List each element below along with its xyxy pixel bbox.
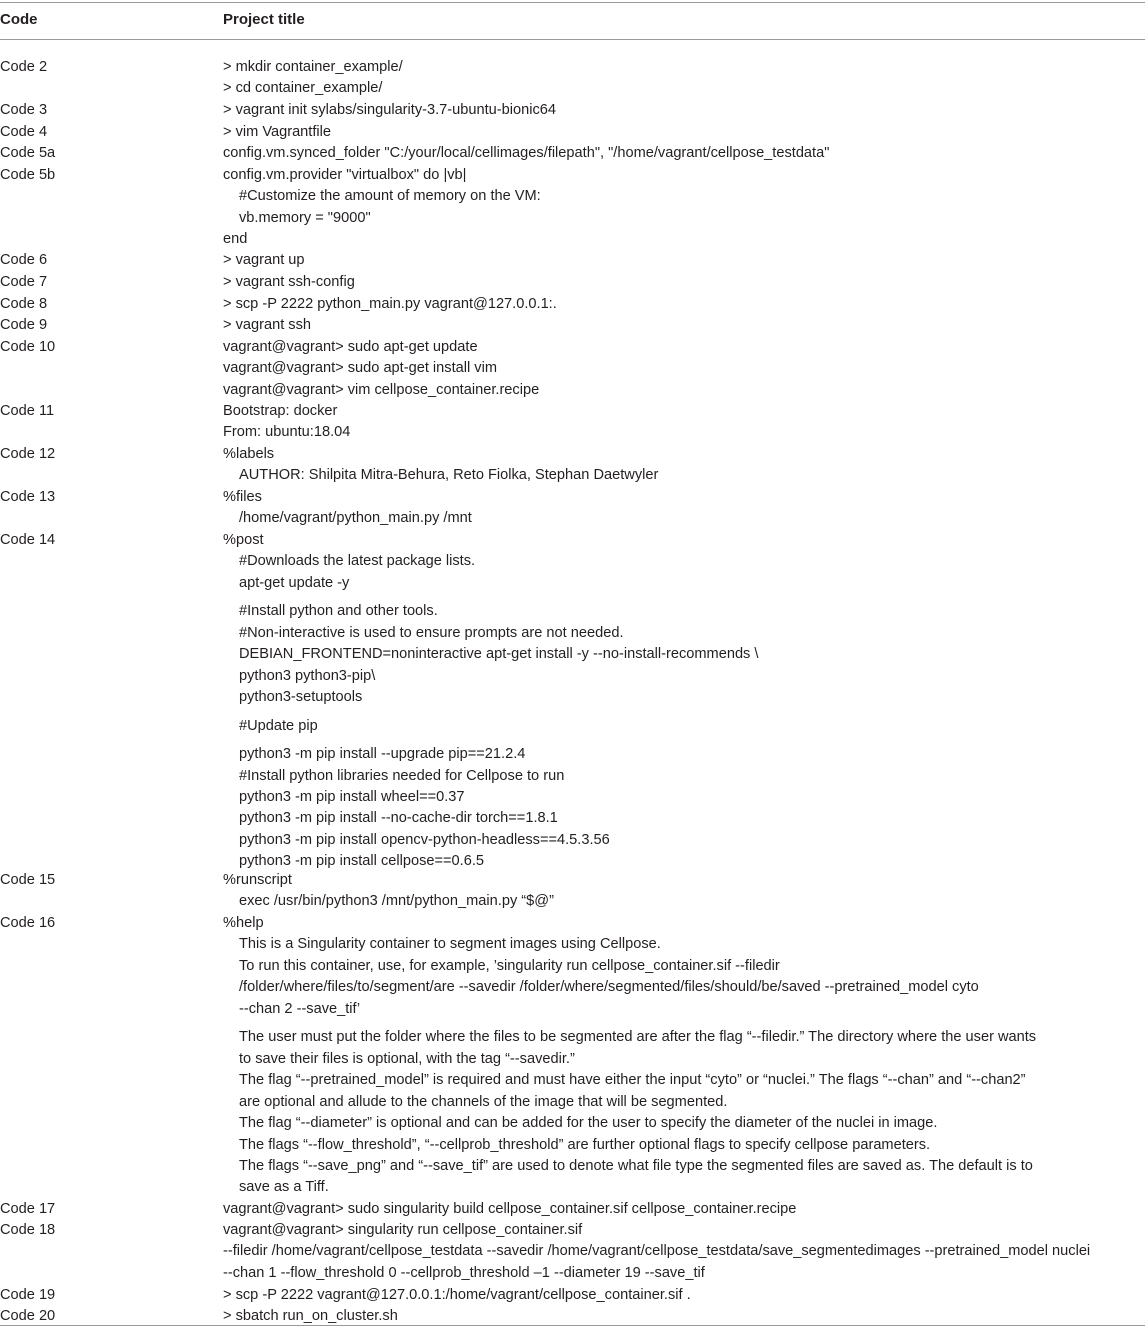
row-code-label: Code 19 [0,1287,56,1303]
code-line: > scp -P 2222 python_main.py vagrant@127.0.0.1:. [223,296,557,312]
row-code-label: Code 13 [0,489,56,505]
code-line: > vim Vagrantfile [223,124,332,140]
row-code-label: Code 7 [0,274,48,290]
code-line: --chan 2 --save_tif’ [239,1000,361,1017]
code-line: #Install python libraries needed for Cellpose to run [239,767,565,784]
code-line: Bootstrap: docker [223,403,338,419]
code-line: #Non-interactive is used to ensure prompts are not needed. [239,624,624,641]
code-line: The user must put the folder where the files to be segmented are after the flag “--filedir.” The directory where the user wants [239,1029,1037,1046]
code-line: AUTHOR: Shilpita Mitra-Behura, Reto Fiolka, Stephan Daetwyler [239,467,659,484]
code-line: vagrant@vagrant> sudo singularity build cellpose_container.sif cellpose_container.recipe [223,1201,797,1217]
code-line: vagrant@vagrant> sudo apt-get update [223,339,478,355]
code-line: python3 -m pip install wheel==0.37 [239,788,465,805]
code-line: This is a Singularity container to segment images using Cellpose. [239,936,661,953]
row-code-label: Code 5b [0,167,56,183]
code-line: %help [223,915,264,931]
code-line: > vagrant ssh-config [223,274,355,290]
code-line: python3-setuptools [239,689,363,706]
code-line: #Downloads the latest package lists. [239,553,476,570]
row-code-label: Code 11 [0,403,55,419]
header-code: Code [0,11,38,28]
header-project-title: Project title [223,11,305,28]
code-line: end [223,231,248,248]
code-line: %runscript [223,872,292,888]
code-line: config.vm.synced_folder "C:/your/local/cellimages/filepath", "/home/vagrant/cellpose_testdata" [223,145,830,161]
code-line: > cd container_example/ [223,80,383,97]
row-code-label: Code 5a [0,145,56,161]
row-code-label: Code 16 [0,915,56,931]
code-line: The flags “--save_png” and “--save_tif” are used to denote what file type the segmented files are saved as. The default is to [239,1157,1033,1174]
code-line: /home/vagrant/python_main.py /mnt [239,510,472,527]
code-line: to save their files is optional, with the tag “--savedir.” [239,1050,575,1067]
row-code-label: Code 3 [0,102,48,118]
code-line: config.vm.provider "virtualbox" do |vb| [223,167,467,183]
row-code-label: Code 10 [0,339,56,355]
code-line: --chan 1 --flow_threshold 0 --cellprob_threshold –1 --diameter 19 --save_tif [223,1264,705,1281]
code-line: From: ubuntu:18.04 [223,424,351,441]
code-line: exec /usr/bin/python3 /mnt/python_main.py “$@” [239,893,554,910]
code-line: #Customize the amount of memory on the VM: [239,188,541,205]
row-code-label: Code 20 [0,1308,56,1324]
table-bottom-rule [0,1325,1145,1326]
code-line: --filedir /home/vagrant/cellpose_testdata --savedir /home/vagrant/cellpose_testdata/save_segmentedimages --pretrained_model nuclei [223,1243,1091,1260]
row-code-label: Code 14 [0,532,56,548]
code-line: python3 -m pip install --upgrade pip==21.2.4 [239,746,526,763]
code-line: The flag “--diameter” is optional and can be added for the user to specify the diameter of the nuclei in image. [239,1115,938,1132]
code-line: > vagrant up [223,252,305,268]
code-line: vb.memory = "9000" [239,209,371,226]
row-code-label: Code 15 [0,872,56,888]
row-code-label: Code 12 [0,446,56,462]
code-line: are optional and allude to the channels of the image that will be segmented. [239,1093,728,1110]
code-line: vagrant@vagrant> singularity run cellpose_container.sif [223,1222,583,1238]
row-code-label: Code 17 [0,1201,56,1217]
code-line: #Install python and other tools. [239,603,438,620]
code-line: %files [223,489,262,505]
code-line: #Update pip [239,717,318,734]
code-line: save as a Tiff. [239,1179,329,1196]
code-line: > scp -P 2222 vagrant@127.0.0.1:/home/vagrant/cellpose_container.sif . [223,1287,691,1303]
code-line: To run this container, use, for example, ’singularity run cellpose_container.sif --filedir [239,957,780,974]
code-line: > vagrant ssh [223,317,312,333]
code-line: The flags “--flow_threshold”, “--cellprob_threshold” are further optional flags to specify cellpose parameters. [239,1136,931,1153]
code-line: python3 python3-pip\ [239,667,376,684]
code-line: python3 -m pip install opencv-python-headless==4.5.3.56 [239,831,610,848]
row-code-label: Code 18 [0,1222,56,1238]
code-line: /folder/where/files/to/segment/are --savedir /folder/where/segmented/files/should/be/saved --pretrained_model cyto [239,979,979,996]
row-code-label: Code 2 [0,59,48,75]
row-code-label: Code 8 [0,296,48,312]
row-code-label: Code 6 [0,252,48,268]
header-rule [0,39,1145,40]
code-line: > mkdir container_example/ [223,59,403,75]
row-code-label: Code 4 [0,124,48,140]
code-line: DEBIAN_FRONTEND=noninteractive apt-get install -y --no-install-recommends \ [239,646,759,663]
code-line: > sbatch run_on_cluster.sh [223,1308,398,1324]
code-line: The flag “--pretrained_model” is required and must have either the input “cyto” or “nuclei.” The flags “--chan” and “--chan2” [239,1072,1026,1089]
code-line: apt-get update -y [239,574,350,591]
code-line: %labels [223,446,275,462]
code-line: python3 -m pip install cellpose==0.6.5 [239,853,485,870]
code-line: %post [223,532,264,548]
code-line: vagrant@vagrant> sudo apt-get install vim [223,360,497,377]
code-line: python3 -m pip install --no-cache-dir torch==1.8.1 [239,810,558,827]
row-code-label: Code 9 [0,317,48,333]
code-line: > vagrant init sylabs/singularity-3.7-ubuntu-bionic64 [223,102,557,118]
table-top-rule [0,2,1145,3]
code-line: vagrant@vagrant> vim cellpose_container.recipe [223,381,540,398]
